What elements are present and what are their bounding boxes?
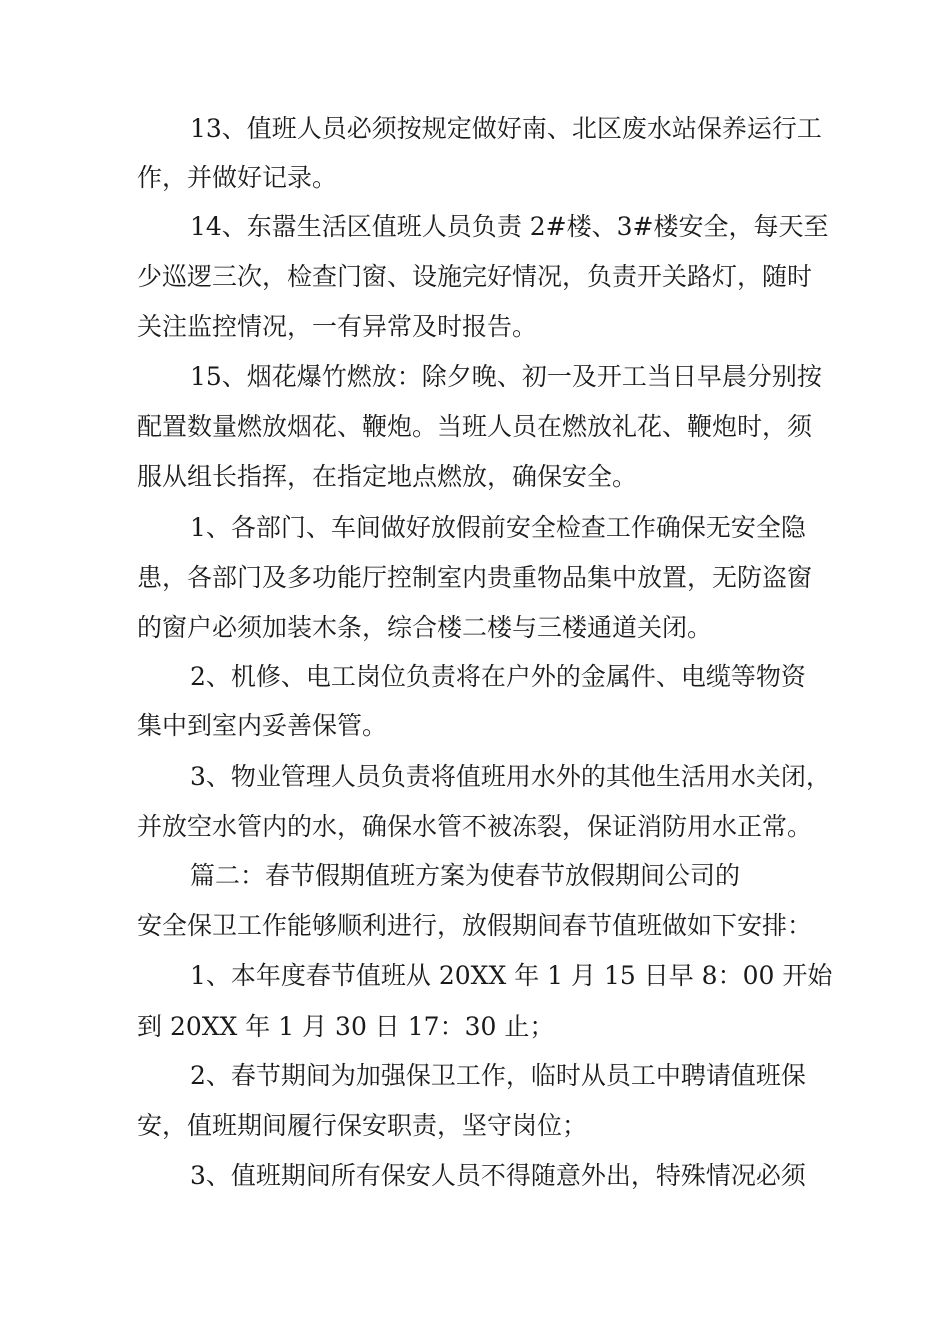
text-line: 3、物业管理人员负责将值班用水外的其他生活用水关闭， [190, 762, 831, 791]
text-line: 集中到室内妥善保管。 [137, 711, 388, 740]
text-line: 少巡逻三次，检查门窗、设施完好情况，负责开关路灯，随时 [137, 262, 813, 291]
text-line: 3、值班期间所有保安人员不得随意外出，特殊情况必须 [190, 1161, 806, 1190]
text-line: 1、各部门、车间做好放假前安全检查工作确保无安全隐 [190, 513, 806, 542]
text-line: 13、值班人员必须按规定做好南、北区废水站保养运行工 [190, 114, 822, 143]
text-line: 患，各部门及多功能厅控制室内贵重物品集中放置，无防盗窗 [137, 563, 813, 592]
text-line: 安全保卫工作能够顺利进行，放假期间春节值班做如下安排： [137, 911, 813, 940]
text-line: 服从组长指挥，在指定地点燃放，确保安全。 [137, 462, 638, 491]
text-line: 的窗户必须加装木条，综合楼二楼与三楼通道关闭。 [137, 613, 713, 642]
text-line: 并放空水管内的水，确保水管不被冻裂，保证消防用水正常。 [137, 812, 813, 841]
text-line: 2、机修、电工岗位负责将在户外的金属件、电缆等物资 [190, 662, 806, 691]
text-line: 2、春节期间为加强保卫工作，临时从员工中聘请值班保 [190, 1061, 806, 1090]
text-line: 1、本年度春节值班从 20XX 年 1 月 15 日早 8：00 开始 [190, 961, 833, 990]
text-line: 配置数量燃放烟花、鞭炮。当班人员在燃放礼花、鞭炮时，须 [137, 412, 813, 441]
text-line: 到 20XX 年 1 月 30 日 17：30 止； [137, 1012, 555, 1041]
text-line: 15、烟花爆竹燃放：除夕晚、初一及开工当日早晨分别按 [190, 362, 822, 391]
text-line: 篇二：春节假期值班方案为使春节放假期间公司的 [190, 861, 741, 890]
text-line: 关注监控情况，一有异常及时报告。 [137, 312, 538, 341]
text-line: 14、东嚣生活区值班人员负责 2#楼、3#楼安全，每天至 [190, 212, 829, 241]
text-line: 作，并做好记录。 [137, 163, 338, 192]
text-line: 安，值班期间履行保安职责，坚守岗位； [137, 1111, 588, 1140]
